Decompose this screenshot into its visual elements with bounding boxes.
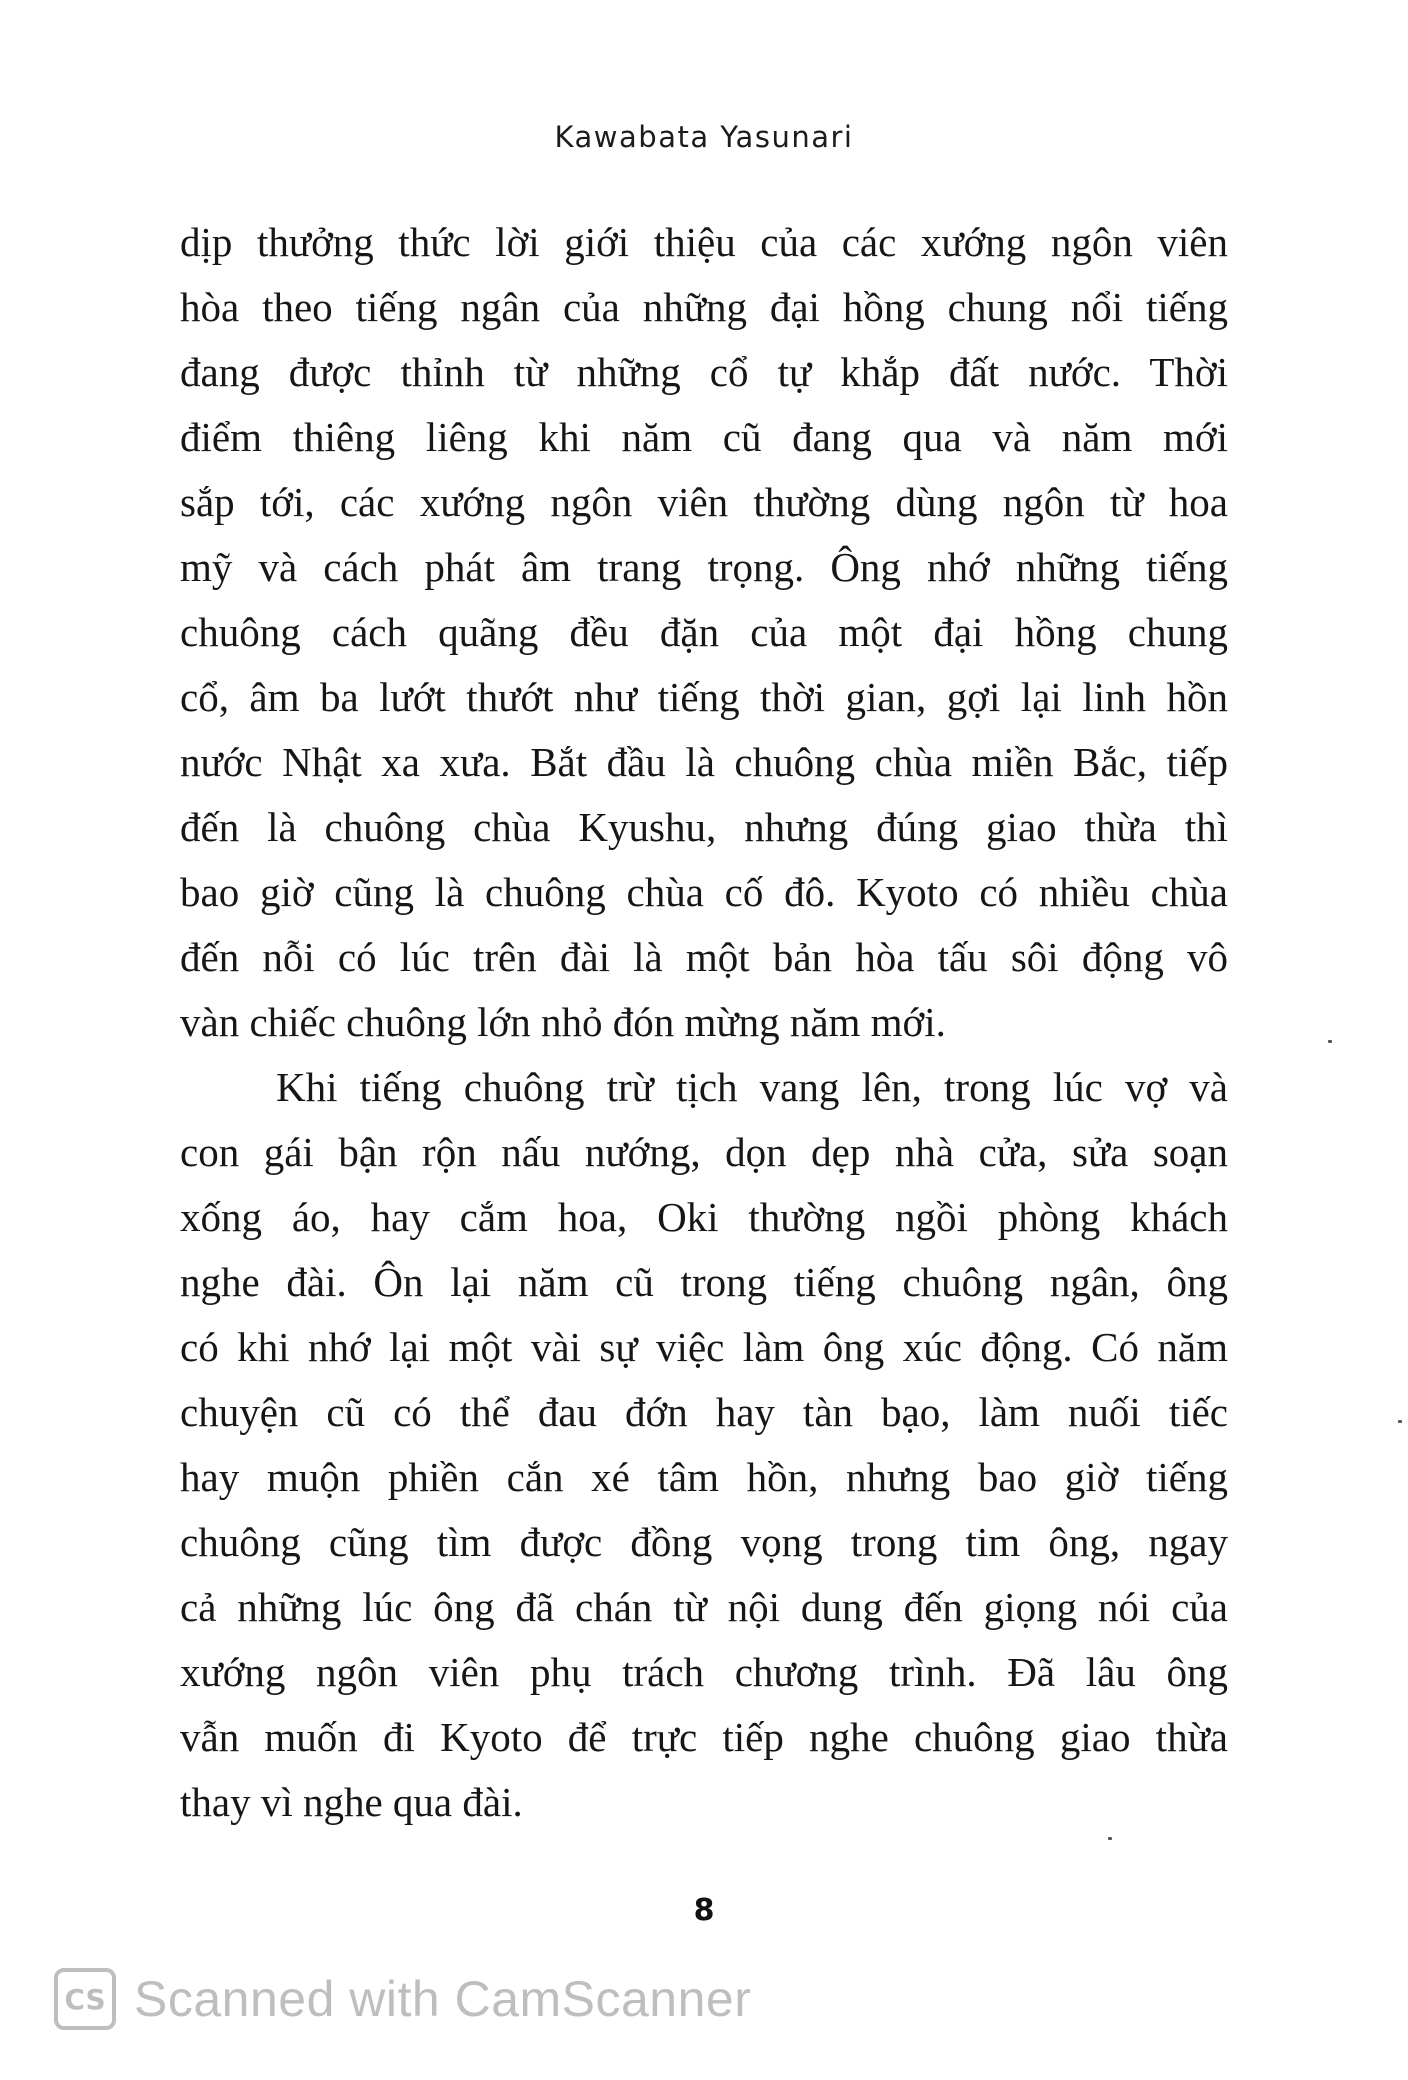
text-line: cả những lúc ông đã chán từ nội dung đến giọng nói của	[180, 1584, 1228, 1630]
text-line: đến nỗi có lúc trên đài là một bản hòa tấu sôi động vô	[180, 934, 1228, 980]
page-number: 8	[693, 1893, 715, 1928]
scan-speck	[1398, 1420, 1402, 1423]
text-line: dịp thưởng thức lời giới thiệu của các xướng ngôn viên	[180, 219, 1228, 265]
text-line: có khi nhớ lại một vài sự việc làm ông xúc động. Có năm	[180, 1324, 1228, 1370]
camscanner-watermark	[54, 1966, 751, 2032]
text-line: đang được thỉnh từ những cổ tự khắp đất nước. Thời	[180, 349, 1228, 395]
text-line: cổ, âm ba lướt thướt như tiếng thời gian, gợi lại linh hồn	[180, 674, 1228, 720]
text-line: thay vì nghe qua đài.	[180, 1779, 523, 1825]
text-line: vàn chiếc chuông lớn nhỏ đón mừng năm mới.	[180, 999, 946, 1045]
text-line: hòa theo tiếng ngân của những đại hồng chung nổi tiếng	[180, 284, 1228, 330]
text-line: chuyện cũ có thể đau đớn hay tàn bạo, làm nuối tiếc	[180, 1389, 1228, 1435]
text-line: bao giờ cũng là chuông chùa cố đô. Kyoto có nhiều chùa	[180, 869, 1228, 915]
text-line: con gái bận rộn nấu nướng, dọn dẹp nhà cửa, sửa soạn	[180, 1129, 1228, 1175]
paragraph-1	[180, 210, 1228, 1055]
text-line: chuông cũng tìm được đồng vọng trong tim ông, ngay	[180, 1519, 1228, 1565]
text-line: Khi tiếng chuông trừ tịch vang lên, trong lúc vợ và	[276, 1064, 1228, 1110]
text-line: hay muộn phiền cắn xé tâm hồn, nhưng bao giờ tiếng	[180, 1454, 1228, 1500]
page-body	[180, 210, 1228, 1835]
watermark-text: Scanned with CamScanner	[134, 1971, 752, 2027]
camscanner-logo-icon: CS	[54, 1968, 116, 2030]
text-line: điểm thiêng liêng khi năm cũ đang qua và năm mới	[180, 414, 1228, 460]
text-line: xống áo, hay cắm hoa, Oki thường ngồi phòng khách	[180, 1194, 1228, 1240]
text-line: chuông cách quãng đều đặn của một đại hồng chung	[180, 609, 1228, 655]
scan-speck	[1328, 1040, 1332, 1043]
running-head-title: Kawabata Yasunari	[554, 120, 854, 154]
text-line: nước Nhật xa xưa. Bắt đầu là chuông chùa miền Bắc, tiếp	[180, 739, 1228, 785]
text-line: đến là chuông chùa Kyushu, nhưng đúng giao thừa thì	[180, 804, 1228, 850]
text-line: xướng ngôn viên phụ trách chương trình. Đã lâu ông	[180, 1649, 1228, 1695]
paragraph-2	[180, 1055, 1228, 1835]
text-line: mỹ và cách phát âm trang trọng. Ông nhớ những tiếng	[180, 544, 1228, 590]
scan-speck	[1108, 1837, 1112, 1840]
text-line: vẫn muốn đi Kyoto để trực tiếp nghe chuông giao thừa	[180, 1714, 1228, 1760]
text-line: nghe đài. Ôn lại năm cũ trong tiếng chuông ngân, ông	[180, 1259, 1228, 1305]
text-line: sắp tới, các xướng ngôn viên thường dùng ngôn từ hoa	[180, 479, 1228, 525]
